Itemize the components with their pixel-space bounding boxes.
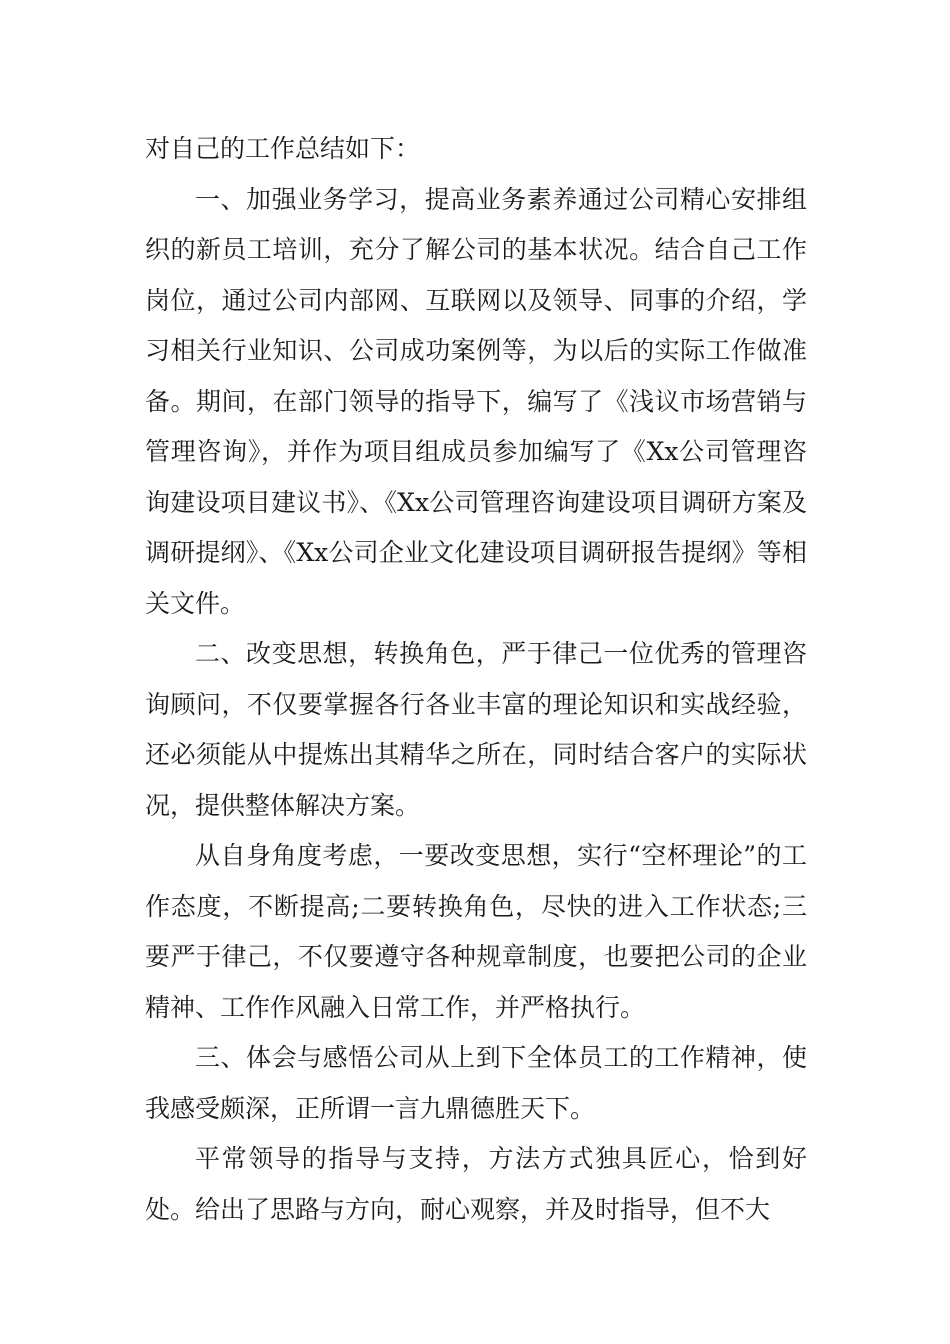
paragraph-section-one: 一、加强业务学习，提高业务素养通过公司精心安排组织的新员工培训，充分了解公司的基本状况。结合自己工作岗位，通过公司内部网、互联网以及领导、同事的介绍，学习相关行业知识、公司成功案例等，为以后的实际工作做准备。期间，在部门领导的指导下，编写了《浅议市场营销与管理咨询》，并作为项目组成员参加编写了《Xx公司管理咨询建设项目建议书》、《Xx公司管理咨询建设项目调研方案及调研提纲》、《Xx公司企业文化建设项目调研报告提纲》等相关文件。: [145, 184, 807, 618]
paragraph-self-perspective: 从自身角度考虑，一要改变思想，实行“空杯理论”的工作态度，不断提高;二要转换角色，尽快的进入工作状态;三要严于律己，不仅要遵守各种规章制度，也要把公司的企业精神、工作作风融入日常工作，并严格执行。: [145, 841, 807, 1022]
document-body: [145, 124, 807, 1235]
paragraph-section-three: 三、体会与感悟公司从上到下全体员工的工作精神，使我感受颇深，正所谓一言九鼎德胜天下。: [145, 1043, 807, 1123]
paragraph-leadership-guidance: 平常领导的指导与支持，方法方式独具匠心，恰到好处。给出了思路与方向，耐心观察，并及时指导，但不大: [145, 1144, 807, 1224]
paragraph-intro: 对自己的工作总结如下：: [145, 134, 421, 163]
paragraph-section-two: 二、改变思想，转换角色，严于律己一位优秀的管理咨询顾问，不仅要掌握各行各业丰富的理论知识和实战经验，还必须能从中提炼出其精华之所在，同时结合客户的实际状况，提供整体解决方案。: [145, 639, 807, 820]
